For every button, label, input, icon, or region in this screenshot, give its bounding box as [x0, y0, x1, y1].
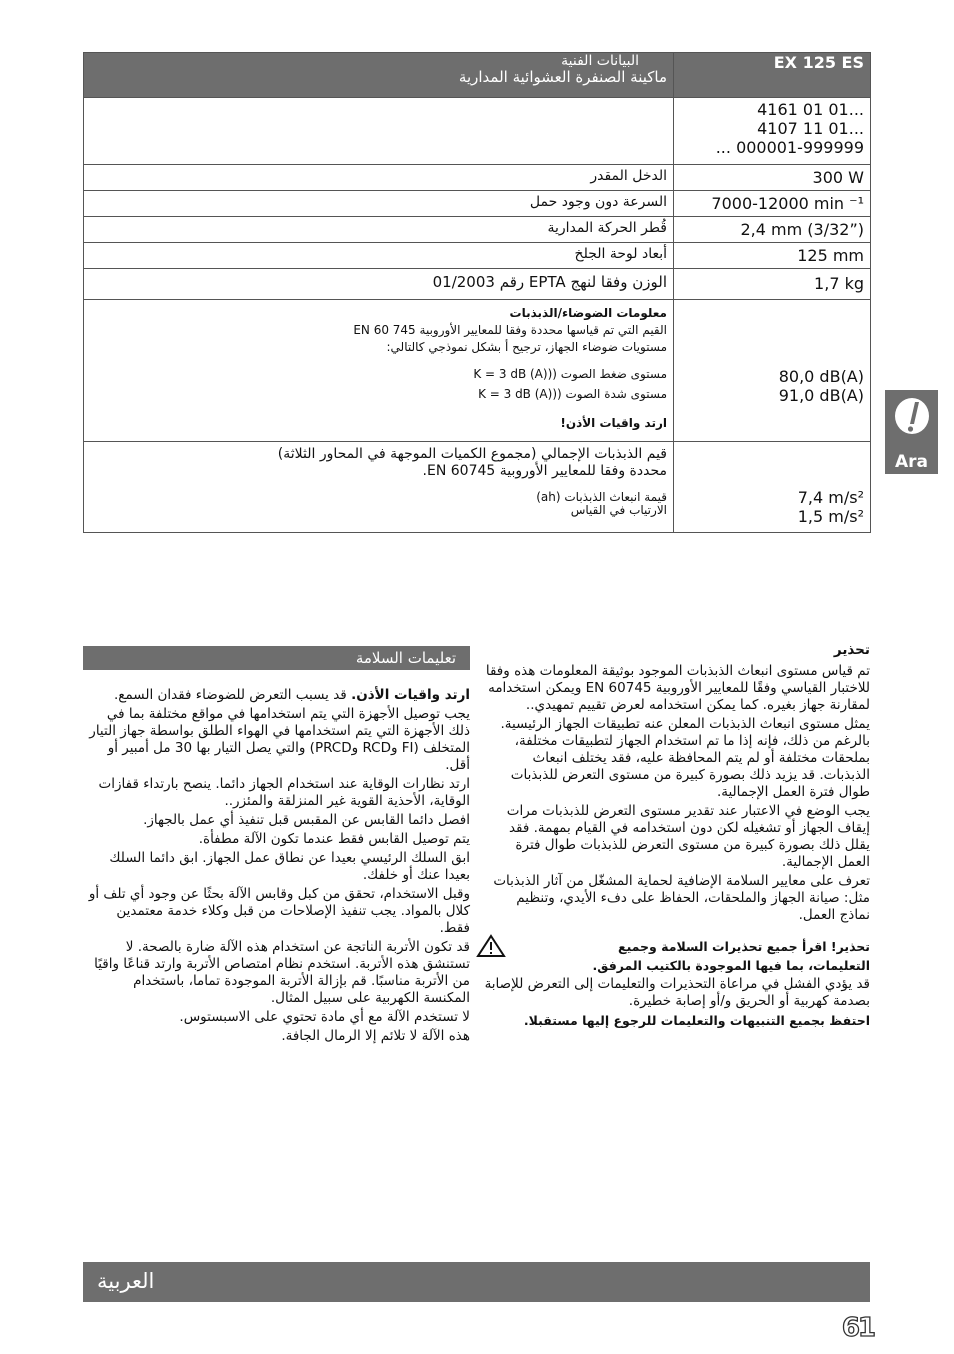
noise-intro: القيم التي تم قياسها محددة وفقا للمعايير الأوروبية EN 60 745	[353, 323, 667, 337]
safety-paragraph: لا تستخدم الآلة مع أي مادة تحتوي على الاسبستوس.	[179, 1009, 470, 1025]
part-number: ... 000001-999999	[715, 138, 864, 157]
sound-pressure-label: مستوى ضغط الصوت ((K = 3 dB (A)	[473, 367, 667, 381]
noise-row	[84, 300, 871, 442]
warning-paragraph: تعرف على معايير السلامة الإضافية لحماية المشغّل من آثار الذبذبات مثل: صيانة الجهاز والملحقات، الحفاظ على دفء الأيدي، وتنظيم نماذج العمل.	[493, 873, 870, 923]
vibration-values	[674, 442, 871, 533]
warning-box-bold: التعليمات، بما فيها الموجودة بالكتيب المرفق.	[592, 958, 870, 973]
warning-box-text: قد يؤدي الفشل في مراعاة التحذيرات والتعليمات إلى التعرض للإصابة بصدمة كهربية أو الحريق و/أو إصابة خطيرة.	[484, 976, 870, 1009]
noise-info	[84, 300, 674, 442]
noise-intro: مستويات ضوضاء الجهاز، ترجيح أ بشكل نموذجي كالتالي:	[386, 340, 667, 354]
warning-box-bold: تحذير! اقرأ جميع تحذيرات السلامة وجميع	[618, 939, 870, 954]
vibration-label: قيمة انبعاث الذبذبات (ah)	[536, 490, 667, 504]
safety-paragraph: يجب توصيل الأجهزة التي يتم استخدامها في مواقع مختلفة بما في ذلك الأجهزة التي يتم استخدامها في الهواء الطلق بواسطة جهاز التيار المتخلف (FI وRCD وPRCD) والتي يصل التيار بها 30 مل أمبير أو أقل.	[89, 706, 470, 773]
warning-paragraph: يمثل مستوى انبعاث الذبذبات المعلن عنه تطبيقات الجهاز الرئيسية. بالرغم من ذلك، فإنه إذا ما تم استخدام الجهاز لتطبيقات مختلفة، بملحقات مختلفة أو لم يتم المحافظة عليه، فقد يختلف انبعاث الذبذبات. قد يزيد ذلك بصورة كبيرة من مستوى التعرض للذبذبات طوال فترة العمل الإجمالية.	[500, 716, 870, 800]
warning-heading: تحذير	[833, 642, 870, 658]
safety-bold: ارتد واقيات الأذن.	[351, 687, 470, 703]
vibration-intro: قيم الذبذبات الإجمالي (مجموع الكميات الموجهة في المحاور الثلاثة)	[277, 446, 667, 462]
language-name: العربية	[97, 1269, 155, 1293]
page-number: 61	[841, 1313, 874, 1343]
spec-label: الوزن وفقا لنهج EPTA رقم 01/2003	[84, 269, 674, 300]
spec-row	[84, 217, 871, 243]
spec-row	[84, 165, 871, 191]
spec-table	[83, 52, 871, 533]
spec-value: 1,7 kg	[674, 269, 871, 300]
vibration-value: 7,4 m/s²	[797, 488, 864, 507]
language-footer-bar	[83, 1262, 870, 1302]
model-name: EX 125 ES	[674, 53, 871, 98]
part-number-row	[84, 98, 871, 165]
spec-label: الدخل المقدر	[84, 165, 674, 191]
spec-value: 300 W	[674, 165, 871, 191]
part-number: 4107 11 01...	[757, 119, 864, 138]
safety-paragraph: ارتد واقيات الأذن. قد يسبب التعرض للضوضاء فقدان السمع.	[114, 687, 470, 703]
uncertainty-value: 1,5 m/s²	[797, 507, 864, 526]
safety-paragraph: ارتد نظارات الوقاية عند استخدام الجهاز دائما. ينصح بارتداء قفازات الوقاية، الأحذية القوية غير المنزلقة والمئزر..	[98, 776, 470, 809]
sound-power-value: 91,0 dB(A)	[778, 386, 864, 405]
spec-label: السرعة دون وجود حمل	[84, 191, 674, 217]
general-warning-box	[484, 938, 870, 1029]
language-code: Ara	[894, 452, 928, 472]
warning-paragraph: يجب الوضع في الاعتبار عند تقدير مستوى التعرض للذبذبات مرات إيقاف الجهاز أو تشغيله لكن دون استخدامه في القيام بمهمة. فقد يقلل ذلك بصورة كبيرة من مستوى التعرض للذبذبات طوال فترة العمل الإجمالية.	[506, 803, 870, 870]
sound-power-label: مستوى شدة الصوت ((K = 3 dB (A)	[478, 387, 667, 401]
spec-value: 2,4 mm (3/32”)	[674, 217, 871, 243]
safety-paragraph: قد تكون الأتربة الناتجة عن استخدام هذه الآلة ضارة بالصحة. لا تستنشق هذه الأتربة. استخدم نظام امتصاص الأتربة وارتد قناعًا واقيًا من الأتربة مناسبًا. قم بإزالة الأتربة الموجودة تماما، باستخدام المكنسة الكهربية على سبيل المثال.	[94, 939, 470, 1006]
spec-value: 7000-12000 min ⁻¹	[674, 191, 871, 217]
safety-paragraph: يتم توصيل القابس فقط عندما تكون الآلة مطفأة.	[198, 831, 470, 847]
safety-paragraph: افصل دائما القابس عن المقبس قبل تنفيذ أي عمل بالجهاز.	[143, 812, 470, 828]
safety-section-header	[83, 646, 470, 670]
spec-row	[84, 243, 871, 269]
part-number: 4161 01 01...	[757, 100, 864, 119]
vibration-info	[84, 442, 674, 533]
vibration-row	[84, 442, 871, 533]
spec-label: أبعاد لوحة الجلخ	[84, 243, 674, 269]
noise-values	[674, 300, 871, 442]
ear-protection-note: ارتد واقيات الأذن!	[560, 416, 667, 430]
spec-title-line2: ماكينة الصنفرة العشوائية المدارية	[458, 68, 667, 86]
keep-instructions-note: احتفظ بجميع التنبيهات والتعليمات للرجوع إليها مستقبلا.	[523, 1013, 870, 1028]
language-side-tab	[885, 390, 938, 474]
sound-pressure-value: 80,0 dB(A)	[778, 367, 864, 386]
safety-title: تعليمات السلامة	[355, 649, 456, 667]
spec-label: قُطر الحركة المدارية	[84, 217, 674, 243]
spec-header-row	[84, 53, 871, 98]
warning-exclamation-icon	[893, 396, 931, 436]
safety-paragraph: ابق السلك الرئيسي بعيدا عن نطاق عمل الجهاز. ابق دائما السلك بعيدا عنك أو خلفك.	[109, 850, 470, 883]
spec-row	[84, 269, 871, 300]
safety-paragraph: هذه الآلة لا تلائم إلا الرمال الجافة.	[281, 1028, 470, 1044]
vibration-intro: محددة وفقا للمعايير الأوروبية EN 60745.	[422, 463, 667, 479]
spec-value: 125 mm	[674, 243, 871, 269]
warning-paragraph: تم قياس مستوى انبعاث الذبذبات الموجود بوثيقة المعلومات هذه وفقا للاختبار القياسي وفقًا للمعايير الأوروبية EN 60745 ويمكن استخدامه لمقارنة جهاز بغيره. كما يمكن استخدامه لعرض تقييم تمهيدي..	[485, 663, 870, 713]
safety-paragraph: وقبل الاستخدام، تحقق من كبل وقابس الآلة بحثًا عن وجود أي تلف أو كلال بالمواد. يجب تنفيذ الإصلاحات من قبل وكلاء خدمة معتمدين فقط.	[88, 886, 470, 936]
spec-title-line1: البيانات الفنية	[561, 53, 639, 69]
uncertainty-label: الارتياب في القياس	[570, 503, 667, 517]
spec-title	[84, 53, 674, 98]
noise-heading: معلومات الضوضاء/الذبذبات	[509, 306, 667, 320]
safety-instructions	[83, 687, 470, 1047]
part-numbers	[674, 98, 871, 165]
spec-row	[84, 191, 871, 217]
warning-triangle-icon	[476, 934, 506, 958]
warning-section	[484, 642, 870, 1031]
